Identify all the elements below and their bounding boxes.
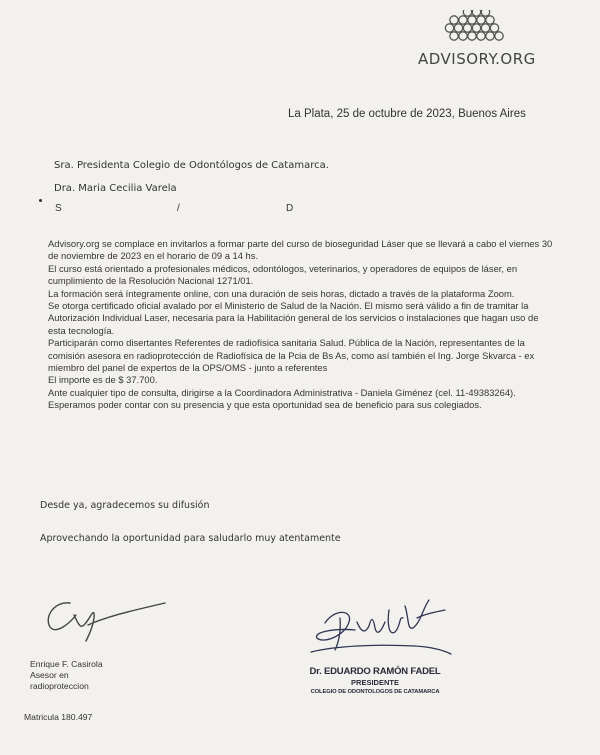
handwritten-signature-left: [40, 585, 170, 645]
signatory-right-name: Dr. EDUARDO RAMÓN FADEL: [309, 666, 441, 677]
logo-text: ADVISORY.ORG: [418, 50, 536, 68]
matricula-number: Matricula 180.497: [24, 712, 93, 722]
recipient-title: Sra. Presidenta Colegio de Odontólogos de Catamarca.: [54, 160, 329, 171]
signatory-left-role: Asesor en: [30, 670, 69, 680]
advisory-logo: [418, 10, 536, 74]
closing-thanks: Desde ya, agradecemos su difusión: [40, 500, 210, 511]
signatory-right-stamp: [300, 666, 450, 695]
bullet-dot: [39, 199, 42, 202]
salutation-slash: /: [177, 203, 180, 214]
date-line: La Plata, 25 de octubre de 2023, Buenos Aires: [288, 108, 526, 120]
signatory-left: [30, 659, 103, 692]
signatory-left-name: Enrique F. Casirola: [30, 659, 103, 669]
letter-body: [48, 238, 558, 412]
recipient-name: Dra. Maria Cecilia Varela: [54, 183, 177, 194]
salutation-d: D: [286, 203, 294, 214]
signatory-left-role: radioproteccion: [30, 681, 89, 691]
body-paragraph: El importe es de $ 37.700.: [48, 374, 158, 386]
signatory-right-role: PRESIDENTE: [351, 678, 399, 687]
body-paragraph: Advisory.org se complace en invitarlos a formar parte del curso de bioseguridad Láser que se llevará a cabo el viernes 30 de noviembre de 2023 en el horario de 09 a 14 hs.: [48, 238, 553, 262]
body-paragraph: Participarán como disertantes Referentes de radiofísica sanitaria Salud. Pública de la Nación, representantes de la comisión asesora en radioprotección de Radiofísica de la Pcia de Bs As, como así también el Ing. Jorge Skvarca - ex miembro del panel de expertos de la OPS/OMS - junto a referentes: [48, 337, 535, 374]
salutation-s: S: [55, 203, 62, 214]
body-paragraph: La formación será íntegramente online, con una duración de seis horas, dictado a través de la plataforma Zoom.: [48, 287, 515, 299]
closing-regards: Aprovechando la oportunidad para saludarlo muy atentamente: [40, 533, 341, 544]
body-paragraph: El curso está orientado a profesionales médicos, odontólogos, veterinarios, y operadores de equipos de láser, en cumplimiento de la Resolución Nacional 1271/01.: [48, 262, 518, 287]
body-paragraph: Esperamos poder contar con su presencia y que esta oportunidad sea de beneficio para sus colegiados.: [48, 399, 482, 411]
hexagon-cluster-icon: [424, 10, 524, 50]
handwritten-signature-right: [305, 588, 455, 668]
signatory-right-org: COLEGIO DE ODONTOLOGOS DE CATAMARCA: [310, 689, 440, 695]
body-paragraph: Se otorga certificado oficial avalado por el Ministerio de Salud de la Nación. El mismo será válido a fin de tramitar la Autorización Individual Laser, necesaria para la Habilitación general de los servicios o instalaciones que hagan uso de esta tecnología.: [48, 300, 539, 336]
body-paragraph: Ante cualquier tipo de consulta, dirigirse a la Coordinadora Administrativa - Daniela Giménez (cel. 11-49383264).: [48, 386, 516, 398]
